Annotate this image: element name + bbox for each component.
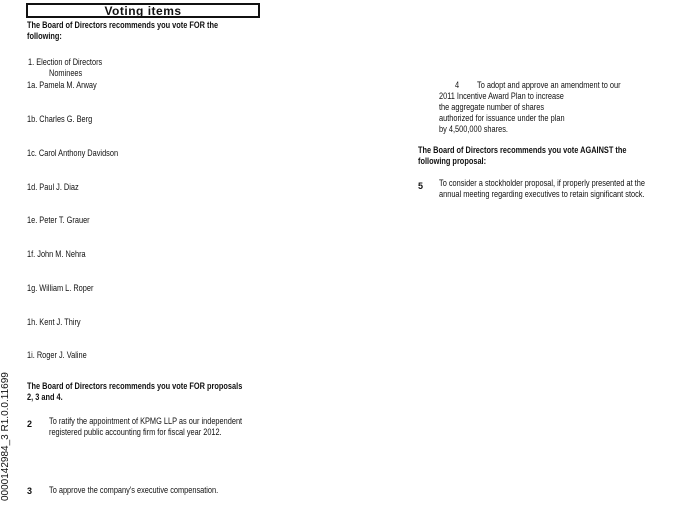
document-control-code: 0000142984_3 R1.0.0.11699 [0,372,11,501]
election-heading: 1. Election of Directors [28,57,103,67]
voting-items-title: Voting items [26,3,260,18]
proposal-4-line-1: To adopt and approve an amendment to our [477,80,621,90]
proposal-3-number: 3 [27,486,33,496]
nominee-1b: 1b. Charles G. Berg [27,114,93,124]
nominee-1e: 1e. Peter T. Grauer [27,215,90,225]
proposal-2-text: To ratify the appointment of KPMG LLP as our independent registered public accounting firm for fiscal year 2012. [49,416,243,437]
nominee-1i: 1i. Roger J. Valine [27,350,87,360]
proposal-5-number: 5 [418,181,424,191]
board-recommendation-proposals: The Board of Directors recommends you vote FOR proposals 2, 3 and 4. [27,381,243,402]
proposal-2-number: 2 [27,419,33,429]
proposal-4-text: 2011 Incentive Award Plan to increase the aggregate number of shares authorized for issuance under the plan by 4,500,000 shares. [439,91,565,134]
proposal-3-text: To approve the company's executive compensation. [49,485,219,495]
nominee-1a: 1a. Pamela M. Arway [27,80,97,90]
proposal-4-number: 4 [455,80,460,90]
proposal-5-text: To consider a stockholder proposal, if properly presented at the annual meeting regarding executives to retain significant stock. [439,178,645,199]
nominee-1f: 1f. John M. Nehra [27,249,86,259]
nominee-1c: 1c. Carol Anthony Davidson [27,148,119,158]
board-recommendation-against: The Board of Directors recommends you vote AGAINST the following proposal: [418,145,627,166]
nominees-subheading: Nominees [49,68,83,78]
board-recommendation-for: The Board of Directors recommends you vote FOR the following: [27,20,219,41]
nominee-1d: 1d. Paul J. Diaz [27,182,79,192]
nominee-1g: 1g. William L. Roper [27,283,94,293]
nominee-1h: 1h. Kent J. Thiry [27,317,81,327]
